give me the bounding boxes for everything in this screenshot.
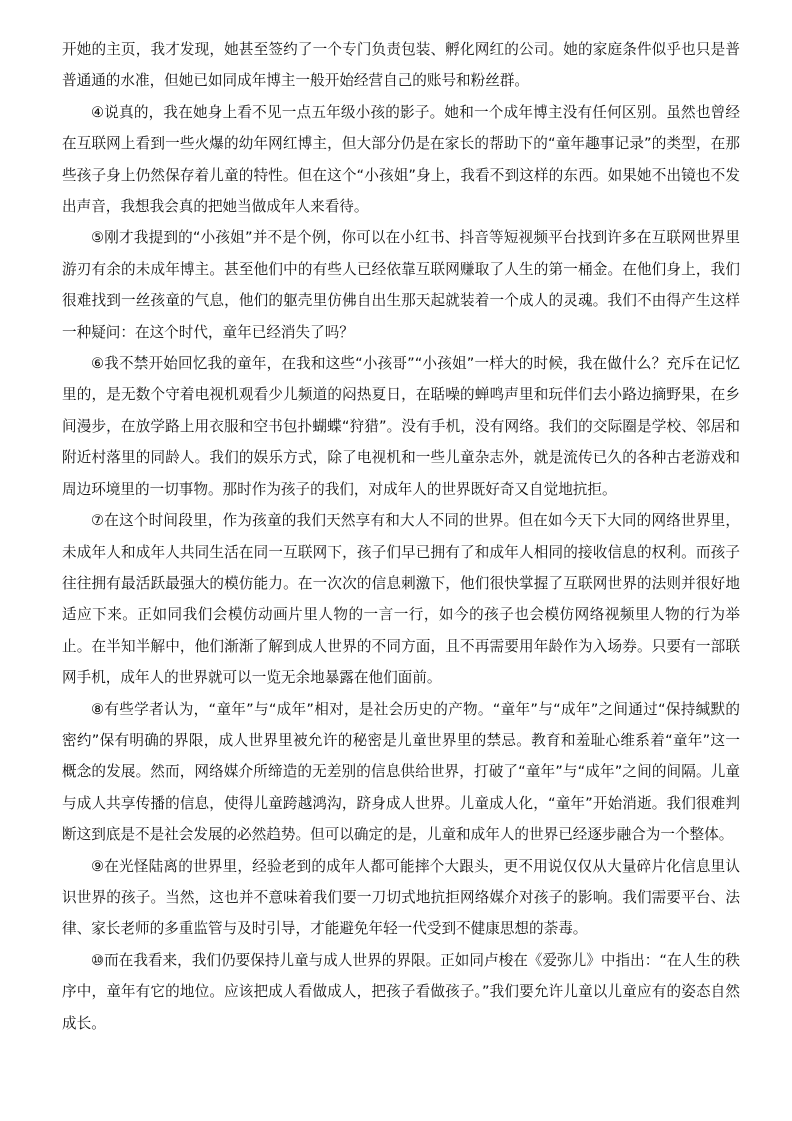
paragraph-6: ⑥我不禁开始回忆我的童年，在我和这些“小孩哥”“小孩姐”一样大的时候，我在做什么？充斥在记忆里的，是无数个守着电视机观看少儿频道的闷热夏日，在聒噪的蝉鸣声里和玩伴们去小路边摘野果，在乡间漫步，在放学路上用衣服和空书包扑蝴蝶“狩猎”。没有手机，没有网络。我们的交际圈是学校、邻居和附近村落里的同龄人。我们的娱乐方式，除了电视机和一些儿童杂志外，就是流传已久的各种古老游戏和周边环境里的一切事物。那时作为孩子的我们，对成年人的世界既好奇又自觉地抗拒。 <box>62 355 740 498</box>
paragraph-5: ⑤刚才我提到的“小孩姐”并不是个例，你可以在小红书、抖音等短视频平台找到许多在互联网世界里游刃有余的未成年博主。甚至他们中的有些人已经依靠互联网赚取了人生的第一桶金。在他们身上，我们很难找到一丝孩童的气息，他们的躯壳里仿佛自出生那天起就装着一个成人的灵魂。我们不由得产生这样一种疑问：在这个时代，童年已经消失了吗？ <box>62 229 740 341</box>
paragraph-7: ⑦在这个时间段里，作为孩童的我们天然享有和大人不同的世界。但在如今天下大同的网络世界里，未成年人和成年人共同生活在同一互联网下，孩子们早已拥有了和成年人相同的接收信息的权利。而孩子往往拥有最活跃最强大的模仿能力。在一次次的信息刺激下，他们很快掌握了互联网世界的法则并很好地适应下来。正如同我们会模仿动画片里人物的一言一行，如今的孩子也会模仿网络视频里人物的行为举止。在半知半解中，他们渐渐了解到成人世界的不同方面，且不再需要用年龄作为入场券。只要有一部联网手机，成年人的世界就可以一览无余地暴露在他们面前。 <box>62 512 740 687</box>
paragraph-3-continued: 开她的主页，我才发现，她甚至签约了一个专门负责包装、孵化网红的公司。她的家庭条件似乎也只是普普通通的水准，但她已如同成年博主一般开始经营自己的账号和粉丝群。 <box>62 41 740 90</box>
paragraph-4: ④说真的，我在她身上看不见一点五年级小孩的影子。她和一个成年博主没有任何区别。虽然也曾经在互联网上看到一些火爆的幼年网红博主，但大部分仍是在家长的帮助下的“童年趣事记录”的类型，在那些孩子身上仍然保存着儿童的特性。但在这个“小孩姐”身上，我看不到这样的东西。如果她不出镜也不发出声音，我想我会真的把她当做成年人来看待。 <box>62 103 740 216</box>
paragraph-10: ⑩而在我看来，我们仍要保持儿童与成人世界的界限。正如同卢梭在《爱弥儿》中指出：“在人生的秩序中，童年有它的地位。应该把成人看做成人，把孩子看做孩子。”我们要允许儿童以儿童应有的姿态自然成长。 <box>62 951 740 1032</box>
document-page <box>62 34 740 1039</box>
paragraph-8: ⑧有些学者认为，“童年”与“成年”相对，是社会历史的产物。“童年”与“成年”之间通过“保持缄默的密约”保有明确的界限，成人世界里被允许的秘密是儿童世界里的禁忌。教育和羞耻心维系着“童年”这一概念的发展。然而，网络媒介所缔造的无差别的信息供给世界，打破了“童年”与“成年”之间的间隔。儿童与成人共享传播的信息，使得儿童跨越鸿沟，跻身成人世界。儿童成人化，“童年”开始消逝。我们很难判断这到底是不是社会发展的必然趋势。但可以确定的是，儿童和成年人的世界已经逐步融合为一个整体。 <box>62 700 740 844</box>
paragraph-9: ⑨在光怪陆离的世界里，经验老到的成年人都可能摔个大跟头，更不用说仅仅从大量碎片化信息里认识世界的孩子。当然，这也并不意味着我们要一刀切式地抗拒网络媒介对孩子的影响。我们需要平台、法律、家长老师的多重监管与及时引导，才能避免年轻一代受到不健康思想的荼毒。 <box>62 857 740 938</box>
